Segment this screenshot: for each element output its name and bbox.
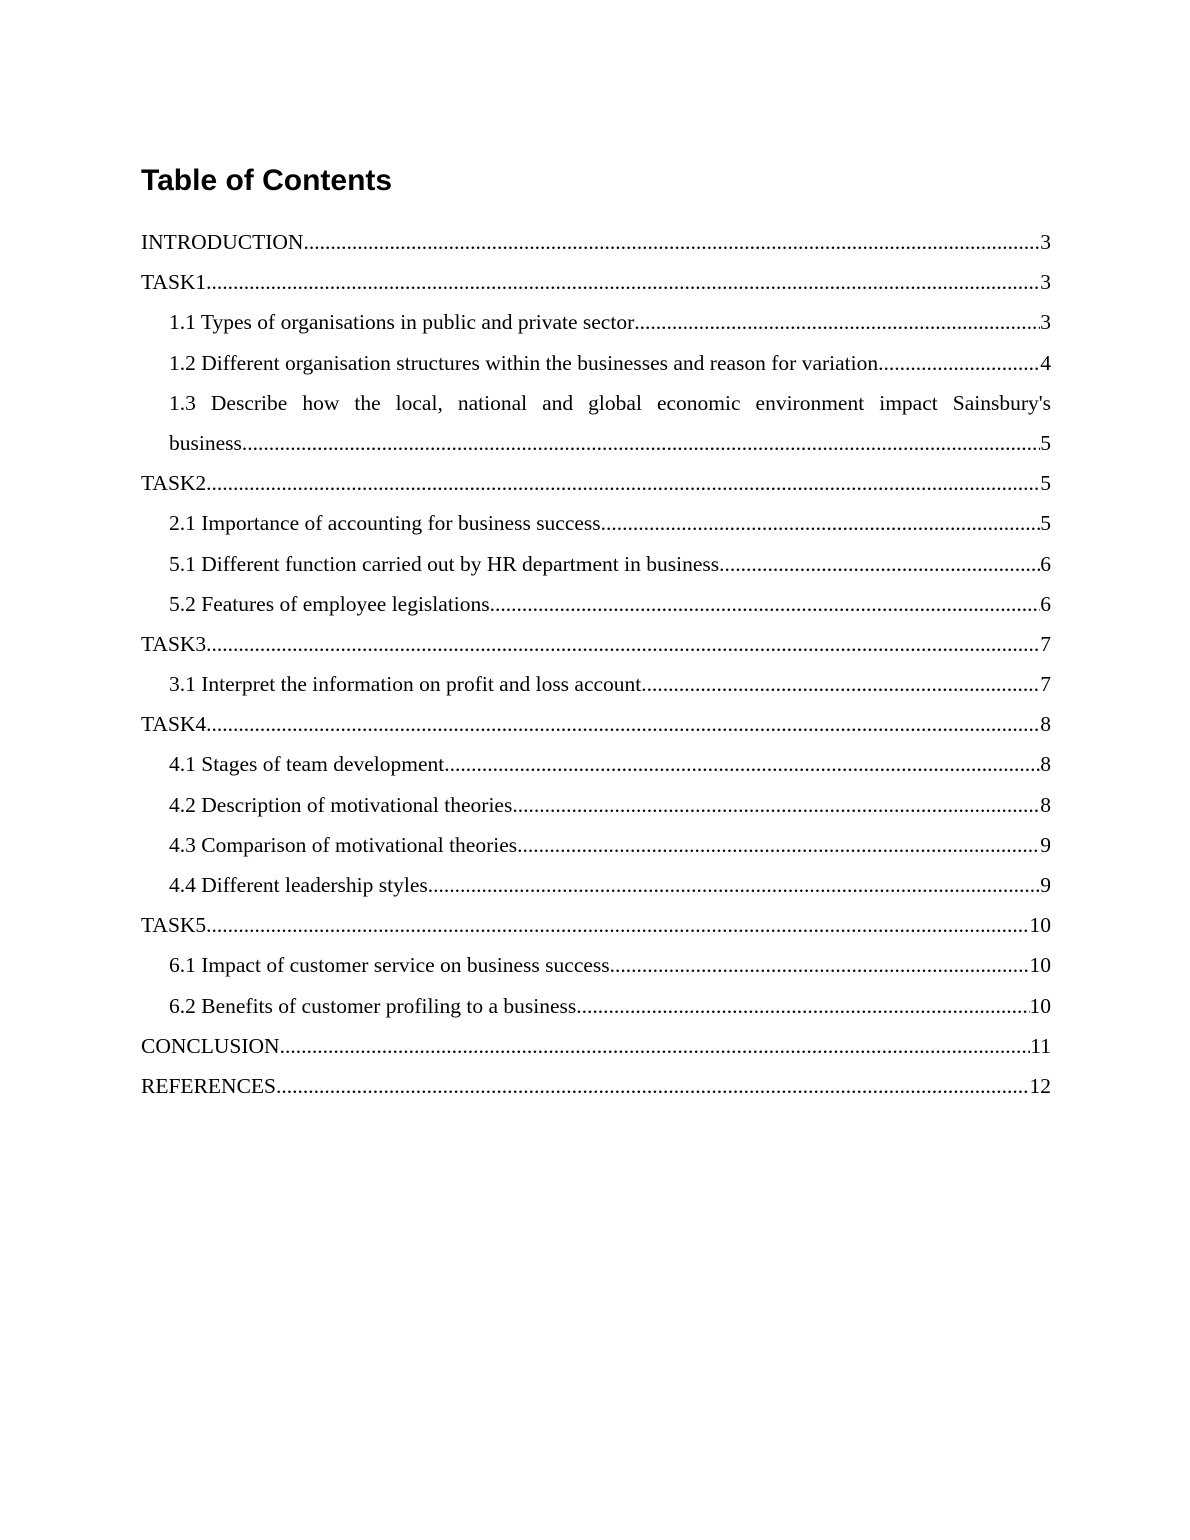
toc-entry-label: 1.3 Describe how the local, national and global economic environment impact Sainsbury's xyxy=(169,390,1051,415)
toc-entry-task3[interactable] xyxy=(141,624,1051,664)
toc-entry-label: 4.1 Stages of team development xyxy=(169,752,445,777)
toc-entry-1-2[interactable] xyxy=(141,343,1051,383)
toc-entry-label: 6.2 Benefits of customer profiling to a business xyxy=(169,993,577,1018)
toc-entry-page: 9 xyxy=(1040,873,1051,897)
toc-entry-1-3-continued[interactable] xyxy=(141,423,1051,463)
toc-entry-2-1[interactable] xyxy=(141,503,1051,543)
toc-entry-3-1[interactable] xyxy=(141,664,1051,704)
toc-leader-dots xyxy=(878,343,1040,383)
toc-entry-page: 8 xyxy=(1040,792,1051,817)
toc-entry-label: 1.1 Types of organisations in public and private sector xyxy=(169,310,635,335)
toc-entry-page: 8 xyxy=(1040,712,1051,737)
toc-leader-dots xyxy=(576,986,1029,1026)
toc-entry-label: TASK1 xyxy=(141,270,207,295)
toc-entry-page: 10 xyxy=(1029,913,1051,938)
toc-leader-dots xyxy=(517,825,1040,865)
toc-entry-label: TASK3 xyxy=(141,631,207,656)
toc-entry-page: 9 xyxy=(1040,832,1051,857)
toc-entry-page: 3 xyxy=(1040,310,1051,335)
toc-leader-dots xyxy=(206,262,1040,302)
toc-entry-page: 5 xyxy=(1040,430,1051,455)
toc-entry-label: 4.2 Description of motivational theories xyxy=(169,792,513,817)
toc-leader-dots xyxy=(490,584,1041,624)
toc-entry-label: TASK2 xyxy=(141,471,207,496)
toc-leader-dots xyxy=(303,222,1040,262)
toc-entry-4-1[interactable] xyxy=(141,744,1051,784)
toc-entry-6-1[interactable] xyxy=(141,945,1051,985)
toc-leader-dots xyxy=(610,945,1030,985)
toc-entry-4-3[interactable] xyxy=(141,825,1051,865)
toc-entry-page: 3 xyxy=(1040,230,1051,254)
toc-entry-page: 7 xyxy=(1040,672,1051,697)
toc-entry-4-2[interactable] xyxy=(141,785,1051,825)
toc-entry-page: 6 xyxy=(1040,551,1051,576)
toc-leader-dots xyxy=(601,503,1041,543)
toc-entry-page: 6 xyxy=(1040,591,1051,616)
toc-entry-label: CONCLUSION xyxy=(141,1033,280,1058)
toc-entry-label: 3.1 Interpret the information on profit and loss account xyxy=(169,672,642,697)
toc-entry-label: 2.1 Importance of accounting for business success xyxy=(169,511,601,536)
toc-leader-dots xyxy=(719,544,1040,584)
toc-leader-dots xyxy=(634,302,1040,342)
toc-entry-label: REFERENCES xyxy=(141,1073,276,1098)
toc-title: Table of Contents xyxy=(141,164,393,197)
toc-entry-page: 11 xyxy=(1030,1033,1051,1058)
toc-entry-page: 12 xyxy=(1029,1073,1051,1098)
toc-entry-label: 1.2 Different organisation structures within the businesses and reason for variation xyxy=(169,350,879,375)
toc-entry-introduction[interactable] xyxy=(141,222,1051,262)
toc-entry-label: TASK4 xyxy=(141,712,207,737)
toc-leader-dots xyxy=(206,624,1040,664)
toc-entry-label: INTRODUCTION xyxy=(141,230,304,254)
toc-entry-task2[interactable] xyxy=(141,463,1051,503)
toc-entry-page: 7 xyxy=(1040,631,1051,656)
toc-entry-5-1[interactable] xyxy=(141,544,1051,584)
toc-entry-4-4[interactable] xyxy=(141,865,1051,905)
toc-entry-label: business xyxy=(169,430,242,455)
toc-leader-dots xyxy=(276,1066,1030,1106)
toc-entry-label: 4.3 Comparison of motivational theories xyxy=(169,832,518,857)
toc-entry-page: 4 xyxy=(1040,350,1051,375)
toc-leader-dots xyxy=(512,785,1040,825)
toc-leader-dots xyxy=(206,463,1040,503)
toc-entry-label: 4.4 Different leadership styles xyxy=(169,873,428,897)
toc-entry-1-1[interactable] xyxy=(141,302,1051,342)
toc-entry-label: TASK5 xyxy=(141,913,207,938)
toc-leader-dots xyxy=(242,423,1040,463)
toc-entry-5-2[interactable] xyxy=(141,584,1051,624)
toc-entry-page: 10 xyxy=(1029,993,1051,1018)
toc-leader-dots xyxy=(280,1026,1031,1066)
toc-entry-page: 5 xyxy=(1040,471,1051,496)
toc-entry-task5[interactable] xyxy=(141,905,1051,945)
toc-entry-label: 5.1 Different function carried out by HR department in business xyxy=(169,551,720,576)
toc-leader-dots xyxy=(206,704,1040,744)
toc-entry-references[interactable] xyxy=(141,1066,1051,1106)
toc-entry-6-2[interactable] xyxy=(141,986,1051,1026)
toc-entry-page: 8 xyxy=(1040,752,1051,777)
toc-entry-task4[interactable] xyxy=(141,704,1051,744)
toc-entry-1-3[interactable] xyxy=(141,383,1051,423)
toc-leader-dots xyxy=(428,865,1041,905)
toc-entry-page: 10 xyxy=(1029,953,1051,978)
toc-entry-page: 3 xyxy=(1040,270,1051,295)
toc-entry-page: 5 xyxy=(1040,511,1051,536)
toc-leader-dots xyxy=(444,744,1040,784)
toc-entry-task1[interactable] xyxy=(141,262,1051,302)
toc-entry-label: 5.2 Features of employee legislations xyxy=(169,591,490,616)
toc-leader-dots xyxy=(206,905,1029,945)
toc-leader-dots xyxy=(641,664,1040,704)
toc-list xyxy=(141,222,1051,1106)
toc-entry-conclusion[interactable] xyxy=(141,1026,1051,1066)
toc-entry-label: 6.1 Impact of customer service on business success xyxy=(169,953,610,978)
